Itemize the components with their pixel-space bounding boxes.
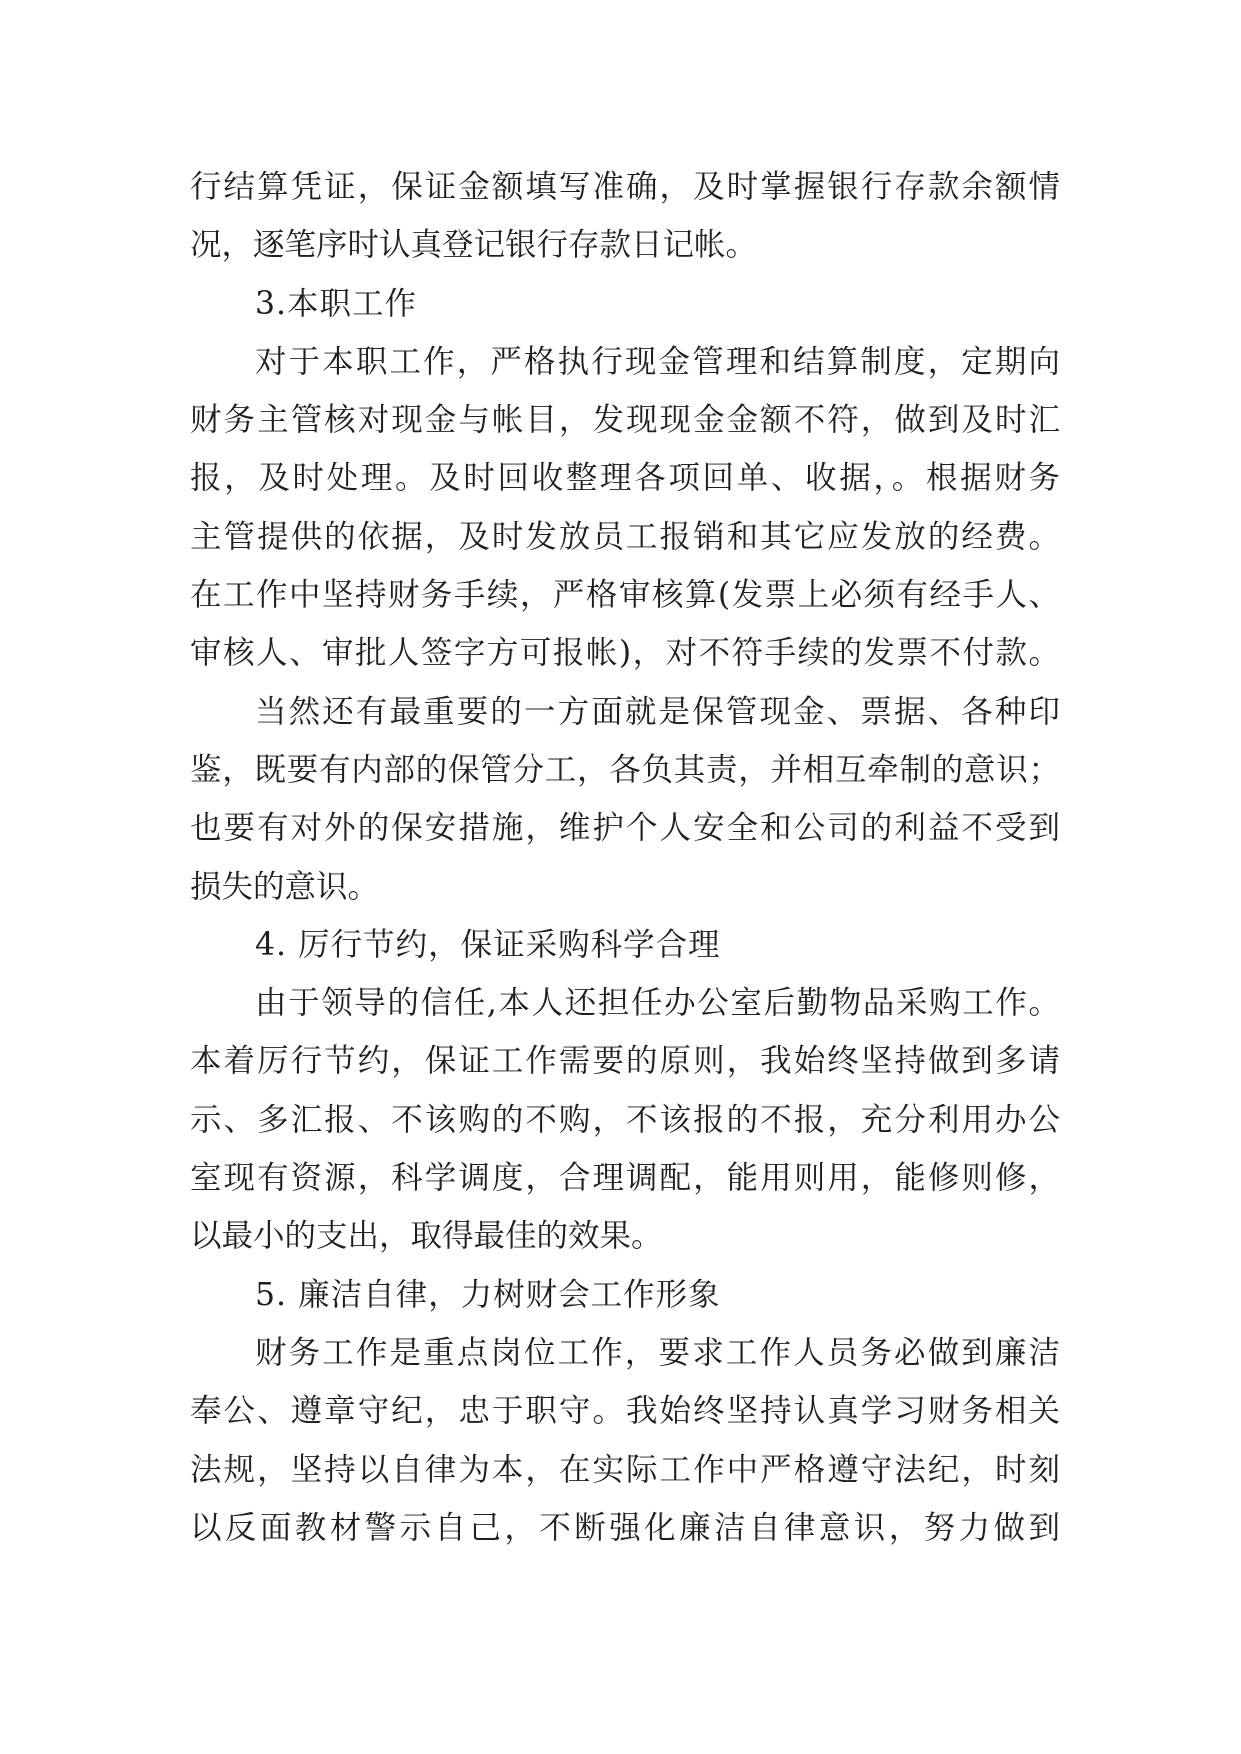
text-line: 以最小的支出，取得最佳的效果。 — [190, 1218, 663, 1255]
text-line: 法规，坚持以自律为本，在实际工作中严格遵守法纪，时刻 — [190, 1451, 1063, 1488]
text-line: 当然还有最重要的一方面就是保管现金、票据、各种印 — [255, 693, 1063, 730]
text-line: 财务主管核对现金与帐目，发现现金金额不符，做到及时汇 — [190, 402, 1063, 439]
section-heading: 4. 厉行节约，保证采购科学合理 — [255, 926, 721, 963]
text-line: 室现有资源，科学调度，合理调配，能用则用，能修则修， — [190, 1160, 1063, 1197]
text-line: 损失的意识。 — [190, 868, 380, 905]
text-line: 示、多汇报、不该购的不购，不该报的不报，充分利用办公 — [190, 1101, 1063, 1138]
text-line: 主管提供的依据，及时发放员工报销和其它应发放的经费。 — [190, 518, 1063, 555]
text-line: 也要有对外的保安措施，维护个人安全和公司的利益不受到 — [190, 810, 1063, 847]
text-line: 行结算凭证，保证金额填写准确，及时掌握银行存款余额情 — [190, 169, 1063, 205]
section-heading: 5. 廉洁自律，力树财会工作形象 — [255, 1276, 721, 1313]
text-line: 对于本职工作，严格执行现金管理和结算制度，定期向 — [255, 343, 1063, 380]
text-line: 鉴，既要有内部的保管分工，各负其责，并相互牵制的意识； — [190, 751, 1061, 788]
text-line: 由于领导的信任,本人还担任办公室后勤物品采购工作。 — [255, 985, 1062, 1022]
text-line: 奉公、遵章守纪，忠于职守。我始终坚持认真学习财务相关 — [190, 1393, 1063, 1430]
document-body — [190, 158, 1064, 1557]
text-line: 况，逐笔序时认真登记银行存款日记帐。 — [190, 227, 758, 264]
text-line: 以反面教材警示自己，不断强化廉洁自律意识，努力做到 — [190, 1509, 1064, 1546]
text-line: 在工作中坚持财务手续，严格审核算(发票上必须有经手人、 — [190, 577, 1062, 614]
text-line: 财务工作是重点岗位工作，要求工作人员务必做到廉洁 — [255, 1334, 1063, 1371]
text-line: 本着厉行节约，保证工作需要的原则，我始终坚持做到多请 — [190, 1043, 1063, 1080]
section-heading: 3.本职工作 — [255, 285, 418, 322]
text-line: 报，及时处理。及时回收整理各项回单、收据，。根据财务 — [190, 460, 1063, 497]
text-line: 审核人、审批人签字方可报帐)，对不符手续的发票不付款。 — [190, 635, 1062, 672]
